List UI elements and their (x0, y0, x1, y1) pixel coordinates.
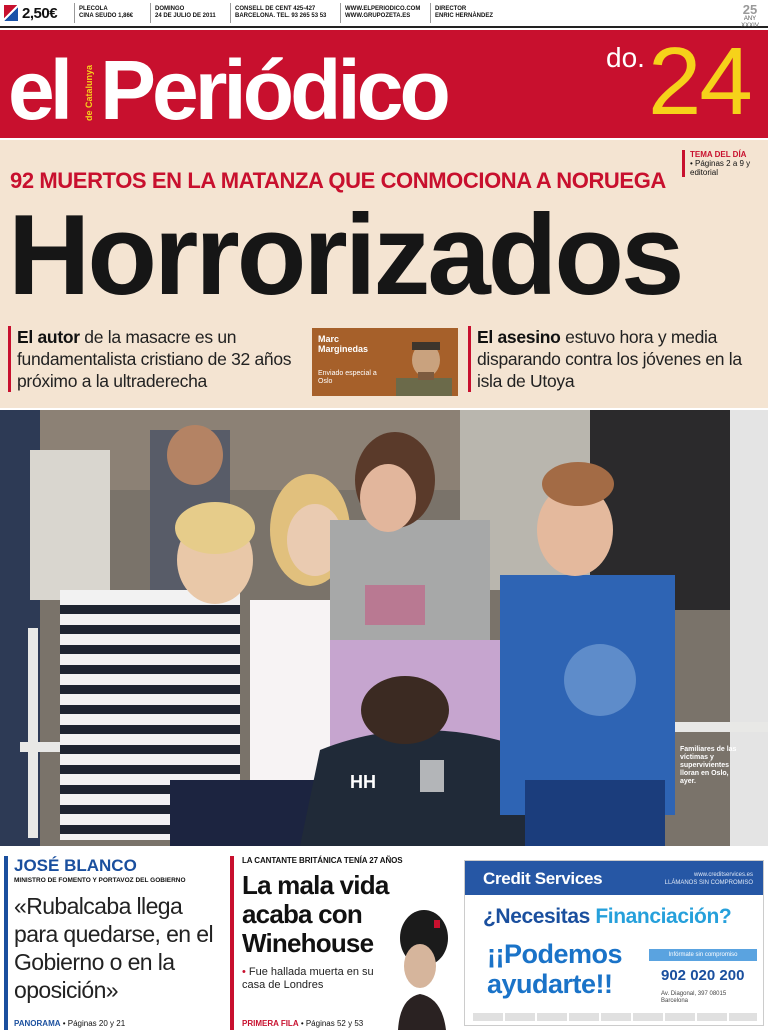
teaser-winehouse[interactable] (230, 856, 460, 1030)
ad-legal-text (473, 1013, 757, 1021)
lead-story (0, 140, 768, 408)
logo-periodico: Periódico (100, 43, 447, 137)
top-info-bar (0, 0, 768, 28)
masthead (0, 30, 768, 138)
info-cell-date: DOMINGO 24 DE JULIO DE 2011 (150, 3, 230, 23)
info-cell-1: PLECOLA CINA SEUDO 1,86€ (74, 3, 150, 23)
teaser-blanco[interactable] (4, 856, 226, 1030)
ad-question: ¿Necesitas Financiación? (483, 905, 732, 928)
teaser-winehouse-kicker: LA CANTANTE BRITÁNICA TENÍA 27 AÑOS (242, 856, 403, 865)
ad-slogan: ¡¡Podemos ayudarte!! (487, 939, 623, 999)
price-value: 2,50€ (22, 4, 58, 22)
catalan-flag-icon (4, 5, 18, 21)
reporter-name: Marc Marginedas (318, 334, 369, 354)
photo-caption: Familiares de las víctimas y supervivientes lloran en Oslo, ayer. (680, 746, 737, 785)
teaser-blanco-name: JOSÉ BLANCO (14, 856, 137, 875)
price (0, 5, 74, 21)
ad-address: Av. Diagonal, 397 08015 Barcelona (661, 991, 727, 1004)
logo-edition: de Catalunya (84, 64, 94, 122)
info-cell-address: CONSELL DE CENT 425-427 BARCELONA. TEL. 93 265 53 53 (230, 3, 340, 23)
teaser-winehouse-pages: PRIMERA FILA • Páginas 52 y 53 (242, 1019, 364, 1028)
deck-right: El asesino estuvo hora y media disparando contra los jóvenes en la isla de Utoya (468, 326, 762, 392)
ad-brand: Credit Services (483, 869, 603, 888)
info-cell-director: DIRECTOR ENRIC HERNÀNDEZ (430, 3, 500, 23)
reporter-role: Enviado especial a Oslo (318, 370, 377, 385)
lead-kicker: 92 MUERTOS EN LA MATANZA QUE CONMOCIONA A NORUEGA (10, 168, 666, 193)
winehouse-portrait (380, 910, 458, 1030)
deck-left: El autor de la masacre es un fundamentalista cristiano de 32 años próximo a la ultraderecha (8, 326, 304, 392)
issue-number: 25 ANY XXXIV (741, 2, 759, 29)
reporter-portrait (396, 332, 452, 396)
ad-phone-number[interactable]: 902 020 200 (661, 967, 745, 984)
day-of-week: do. (606, 42, 645, 73)
lead-photo[interactable] (0, 410, 768, 846)
ad-contact-line: www.creditservices.es LLÁMANOS SIN COMPROMISO (664, 872, 753, 886)
lead-photo-illustration (0, 410, 768, 846)
jacket-logo: HH (350, 772, 376, 792)
credit-services-ad[interactable] (464, 860, 764, 1026)
teaser-blanco-pages: PANORAMA • Páginas 20 y 21 (14, 1019, 126, 1028)
main-headline[interactable]: Horrorizados (8, 192, 682, 319)
teaser-winehouse-headline: La mala vida acaba con Winehouse (242, 870, 389, 958)
reporter-box (312, 328, 458, 396)
teaser-blanco-quote: «Rubalcaba llega para quedarse, en el Gobierno o en la oposición» (14, 893, 213, 1003)
ad-phone-label: Infórmate sin compromiso (649, 949, 757, 961)
bottom-teasers (0, 856, 768, 1030)
info-cell-web[interactable]: WWW.ELPERIODICO.COM WWW.GRUPOZETA.ES (340, 3, 430, 23)
day-number: 24 (648, 28, 751, 135)
teaser-winehouse-sub: • Fue hallada muerta en su casa de Londres (242, 966, 382, 992)
teaser-blanco-role: MINISTRO DE FOMENTO Y PORTAVOZ DEL GOBIERNO (14, 877, 186, 884)
logo-el: el (8, 43, 69, 137)
tema-del-dia[interactable]: TEMA DEL DÍA • Páginas 2 a 9 y editorial (682, 150, 762, 177)
